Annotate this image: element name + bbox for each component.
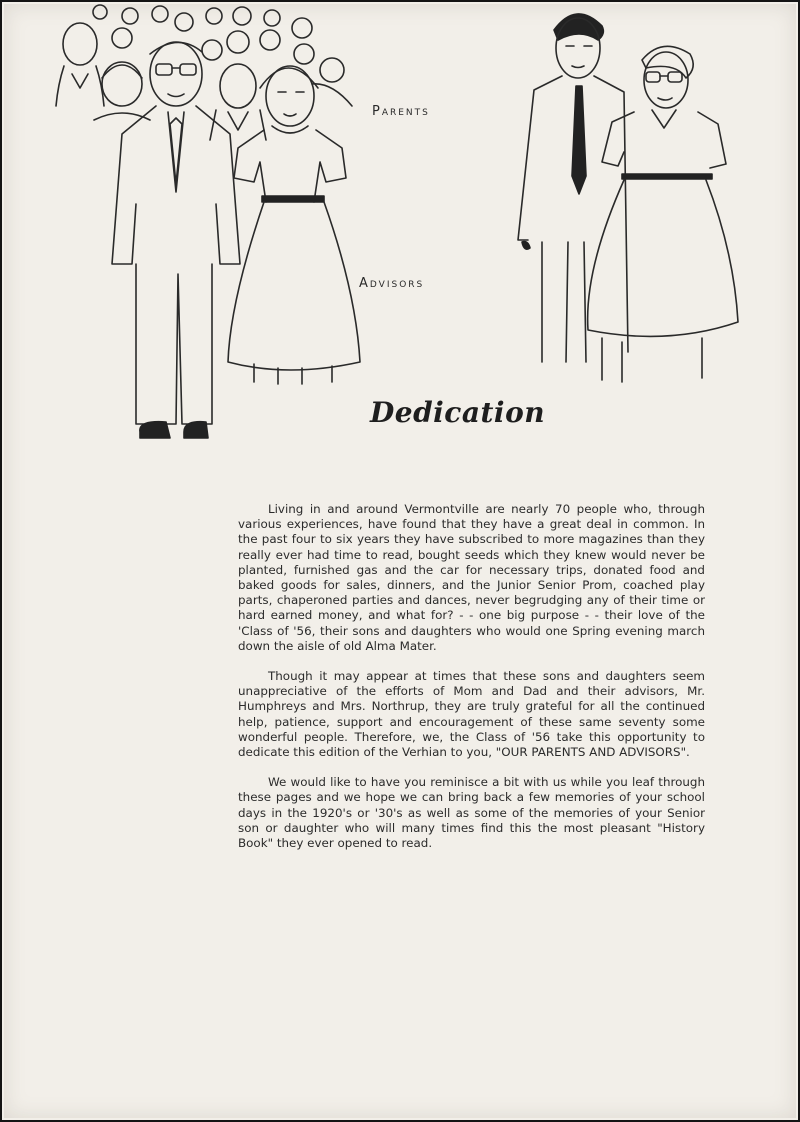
advisor-man-drawing bbox=[112, 42, 240, 438]
page-title: Dedication bbox=[370, 396, 546, 429]
parents-label: Parents bbox=[372, 104, 430, 119]
parents-crowd-drawing bbox=[56, 5, 352, 140]
dedication-text bbox=[238, 502, 705, 866]
paragraph: Living in and around Vermontville are nearly 70 people who, through various experiences, have found that they have a great deal in common. In the past four to six years they have subscribed to more magazines than they really ever had time to read, bought seeds which they knew would never be planted, furnished gas and the car for necessary trips, donated food and baked goods for sales, dinners, and the Junior Senior Prom, coached play parts, chaperoned parties and dances, never begrudging any of their time or hard earned money, and what for? - - one big purpose - - their love of the 'Class of '56, their sons and daughters who would one Spring evening march down the aisle of old Alma Mater. bbox=[238, 502, 705, 653]
paragraph: Though it may appear at times that these sons and daughters seem unappreciative of the efforts of Mom and Dad and their advisors, Mr. Humphreys and Mrs. Northrup, they are truly grateful for all the continued help, patience, support and encouragement of these same seventy some wonderful people. Therefore, we, the Class of '56 take this opportunity to dedicate this edition of the Verhian to you, "OUR PARENTS AND ADVISORS". bbox=[238, 669, 705, 760]
paragraph: We would like to have you reminisce a bit with us while you leaf through these pages and we hope we can bring back a few memories of your school days in the 1920's or '30's as well as some of the memories of your Senior son or daughter who will many times find this the most pleasant "History Book" they ever opened to read. bbox=[238, 775, 705, 851]
advisor-woman-drawing bbox=[588, 46, 738, 382]
advisors-label: Advisors bbox=[359, 276, 425, 291]
advisor-man-right-drawing bbox=[518, 14, 628, 362]
